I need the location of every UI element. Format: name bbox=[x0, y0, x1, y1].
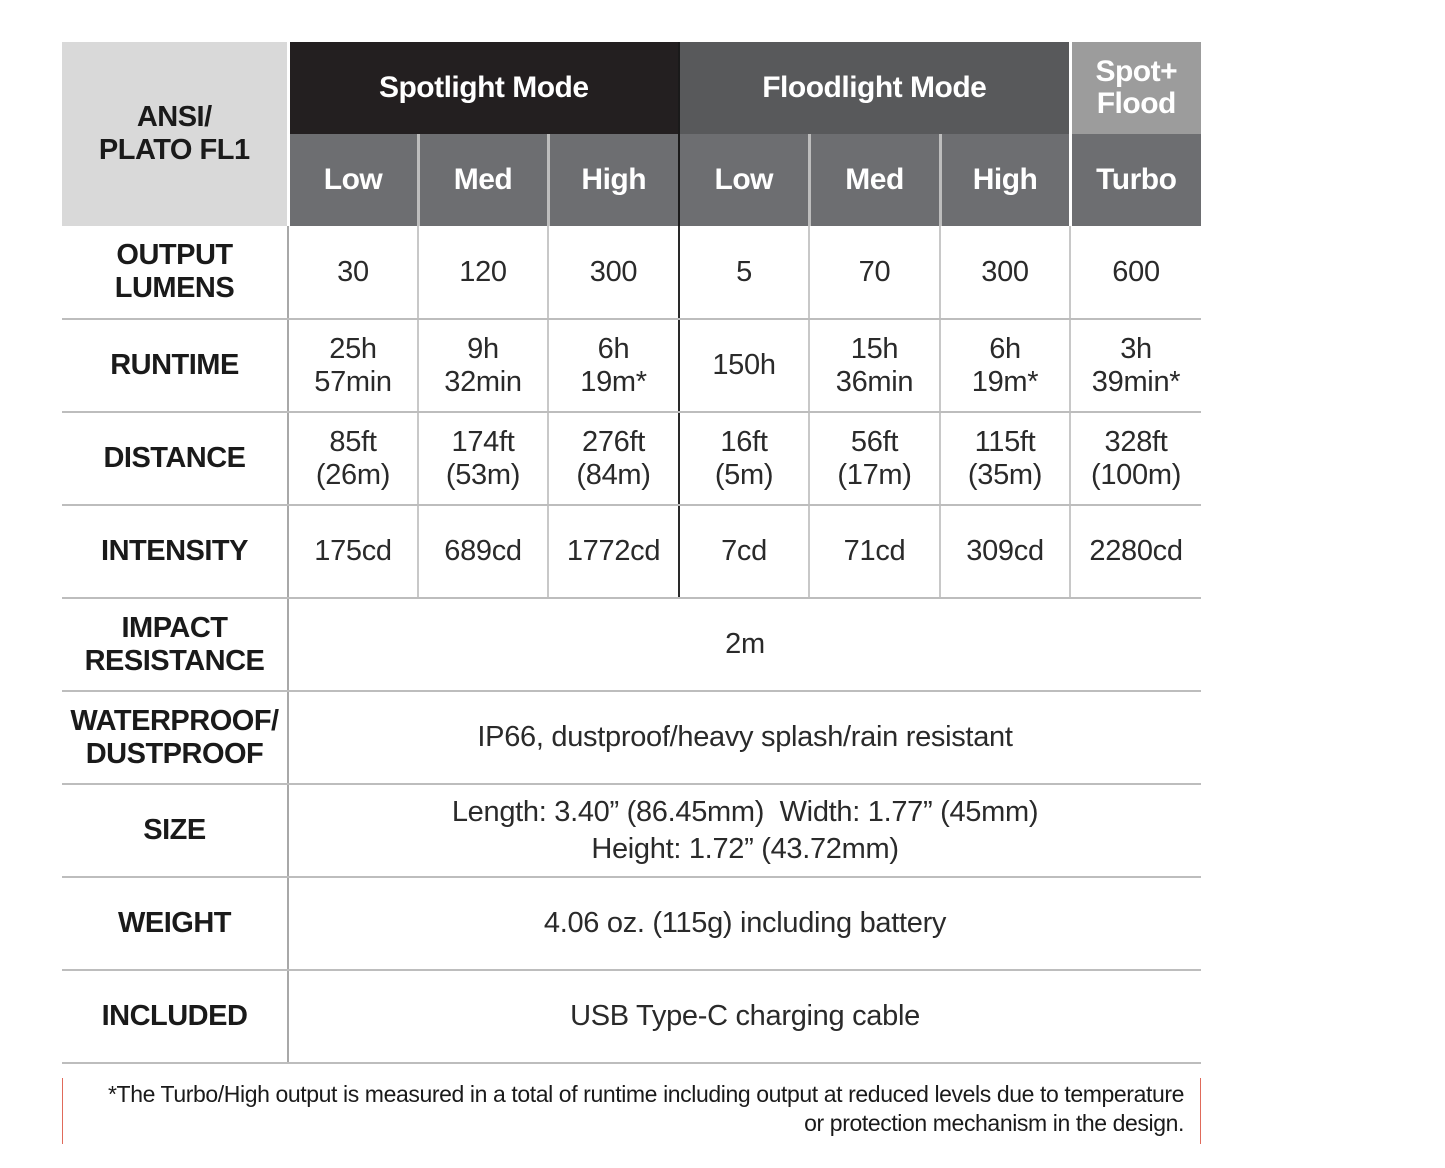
header-corner-standard bbox=[62, 42, 288, 226]
spot-flood-line-2: Flood bbox=[1096, 87, 1176, 120]
footnote bbox=[62, 1078, 1201, 1144]
row-label-line: LUMENS bbox=[114, 272, 235, 304]
value-line: 328ft bbox=[1104, 425, 1168, 458]
value-line: (100m) bbox=[1091, 458, 1182, 491]
value-cell bbox=[679, 412, 809, 505]
value-cell bbox=[679, 319, 809, 412]
value-cell: 309cd bbox=[940, 505, 1070, 598]
row-label: DISTANCE bbox=[62, 412, 288, 505]
value-cell-span: 2m bbox=[288, 598, 1201, 691]
value-line: (17m) bbox=[837, 458, 912, 491]
value-cell: 5 bbox=[679, 226, 809, 319]
value-cell-span bbox=[288, 784, 1201, 877]
value-line: 9h bbox=[467, 332, 499, 365]
row-label-line: IMPACT bbox=[121, 611, 228, 644]
row-label-line: OUTPUT bbox=[116, 239, 233, 271]
row-label: INTENSITY bbox=[62, 505, 288, 598]
value-cell: 689cd bbox=[418, 505, 548, 598]
mode-spot-high: High bbox=[548, 134, 679, 226]
group-floodlight-mode: Floodlight Mode bbox=[679, 42, 1070, 134]
value-line: (84m) bbox=[576, 458, 651, 491]
value-cell: 175cd bbox=[288, 505, 418, 598]
group-spot-flood bbox=[1070, 42, 1201, 134]
group-spotlight-mode: Spotlight Mode bbox=[288, 42, 679, 134]
value-line: 25h bbox=[329, 332, 377, 365]
mode-flood-low: Low bbox=[679, 134, 809, 226]
value-cell-span: IP66, dustproof/heavy splash/rain resistant bbox=[288, 691, 1201, 784]
corner-line-1: ANSI/ bbox=[136, 101, 212, 133]
row-output-lumens bbox=[62, 226, 1201, 319]
value-line: 174ft bbox=[451, 425, 515, 458]
value-cell bbox=[1070, 412, 1201, 505]
footnote-text bbox=[74, 1080, 1184, 1138]
value-line: 85ft bbox=[329, 425, 377, 458]
value-line: (26m) bbox=[315, 458, 391, 491]
value-line: Height: 1.72” (43.72mm) bbox=[591, 832, 899, 865]
value-cell bbox=[548, 319, 679, 412]
row-label bbox=[62, 691, 288, 784]
header-group-row bbox=[62, 42, 1201, 134]
value-line: 6h bbox=[989, 332, 1021, 365]
value-line: 276ft bbox=[582, 425, 645, 458]
row-label: INCLUDED bbox=[62, 970, 288, 1063]
value-cell: 71cd bbox=[809, 505, 940, 598]
value-cell: 1772cd bbox=[548, 505, 679, 598]
row-included bbox=[62, 970, 1201, 1063]
mode-flood-high: High bbox=[940, 134, 1070, 226]
value-line: 115ft bbox=[974, 425, 1036, 458]
value-cell: 120 bbox=[418, 226, 548, 319]
value-line: 150h bbox=[712, 349, 776, 381]
value-line: (35m) bbox=[967, 458, 1043, 491]
value-cell: 300 bbox=[940, 226, 1070, 319]
row-label: WEIGHT bbox=[62, 877, 288, 970]
row-runtime bbox=[62, 319, 1201, 412]
row-weight bbox=[62, 877, 1201, 970]
value-line: 19m* bbox=[971, 365, 1039, 398]
value-line: 39min* bbox=[1091, 365, 1181, 398]
value-line: 3h bbox=[1120, 332, 1152, 365]
value-cell: 7cd bbox=[679, 505, 809, 598]
spec-table bbox=[62, 42, 1201, 1064]
row-label-line: DUSTPROOF bbox=[85, 737, 264, 770]
value-cell bbox=[418, 412, 548, 505]
value-line: (5m) bbox=[714, 458, 774, 491]
value-cell-span: USB Type-C charging cable bbox=[288, 970, 1201, 1063]
value-cell bbox=[288, 319, 418, 412]
footnote-line: *The Turbo/High output is measured in a total of runtime including output at reduced levels due to temperature bbox=[108, 1081, 1184, 1107]
value-cell-span: 4.06 oz. (115g) including battery bbox=[288, 877, 1201, 970]
mode-spot-med: Med bbox=[418, 134, 548, 226]
row-distance bbox=[62, 412, 1201, 505]
corner-line-2: PLATO FL1 bbox=[98, 134, 250, 166]
row-size bbox=[62, 784, 1201, 877]
value-line: (53m) bbox=[445, 458, 521, 491]
value-cell bbox=[809, 412, 940, 505]
value-line: 6h bbox=[597, 332, 630, 365]
value-line: 57min bbox=[314, 365, 392, 398]
value-cell: 2280cd bbox=[1070, 505, 1201, 598]
spot-flood-line-1: Spot+ bbox=[1095, 55, 1178, 88]
row-label-line: RESISTANCE bbox=[84, 644, 265, 677]
value-line: Length: 3.40” (86.45mm) Width: 1.77” (45mm) bbox=[451, 795, 1039, 828]
footnote-line: or protection mechanism in the design. bbox=[804, 1110, 1184, 1136]
value-line: 32min bbox=[444, 365, 522, 398]
value-cell bbox=[940, 412, 1070, 505]
value-line: 19m* bbox=[580, 365, 647, 398]
row-label: RUNTIME bbox=[62, 319, 288, 412]
value-line: 36min bbox=[835, 365, 914, 398]
value-cell bbox=[1070, 319, 1201, 412]
value-cell bbox=[940, 319, 1070, 412]
mode-flood-med: Med bbox=[809, 134, 940, 226]
row-waterproof bbox=[62, 691, 1201, 784]
value-line: 56ft bbox=[850, 425, 899, 458]
value-cell: 300 bbox=[548, 226, 679, 319]
value-cell bbox=[809, 319, 940, 412]
value-line: 16ft bbox=[720, 425, 768, 458]
value-cell: 70 bbox=[809, 226, 940, 319]
row-label bbox=[62, 598, 288, 691]
value-cell bbox=[418, 319, 548, 412]
row-intensity bbox=[62, 505, 1201, 598]
mode-turbo: Turbo bbox=[1070, 134, 1201, 226]
value-cell: 600 bbox=[1070, 226, 1201, 319]
mode-spot-low: Low bbox=[288, 134, 418, 226]
row-label bbox=[62, 226, 288, 319]
row-label-line: WATERPROOF/ bbox=[70, 704, 279, 737]
value-line: 15h bbox=[850, 332, 899, 365]
value-cell bbox=[548, 412, 679, 505]
value-cell: 30 bbox=[288, 226, 418, 319]
value-cell bbox=[288, 412, 418, 505]
row-label: SIZE bbox=[62, 784, 288, 877]
row-impact-resistance bbox=[62, 598, 1201, 691]
